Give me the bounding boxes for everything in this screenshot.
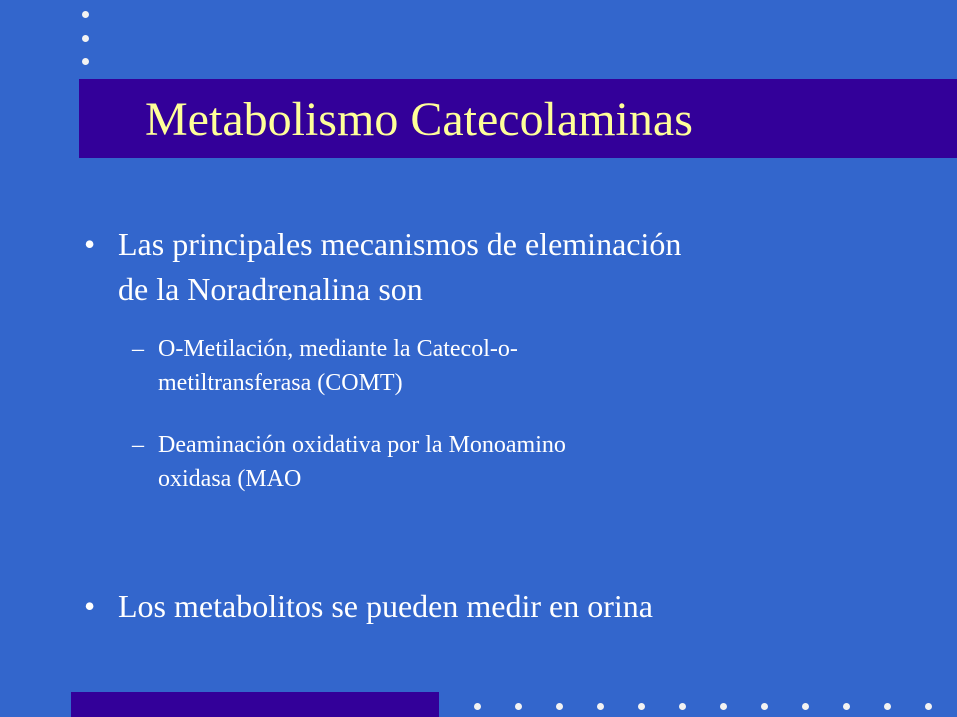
decorative-dot — [515, 703, 522, 710]
sub-bullet-line: O-Metilación, mediante la Catecol-o- — [158, 336, 518, 362]
bullet-item — [84, 584, 904, 629]
decorative-dot — [82, 58, 89, 65]
bullet-item — [84, 222, 904, 312]
slide-title: Metabolismo Catecolaminas — [145, 93, 693, 146]
decorative-dot — [474, 703, 481, 710]
bottom-bar — [71, 692, 439, 717]
bullet-line: de la Noradrenalina son — [118, 271, 423, 307]
bullet-marker: • — [84, 226, 96, 262]
decorative-dot — [82, 11, 89, 18]
bullet-marker: • — [84, 588, 96, 624]
decorative-dot — [884, 703, 891, 710]
decorative-dot — [82, 35, 89, 42]
decorative-dot — [802, 703, 809, 710]
decorative-dot — [843, 703, 850, 710]
bullet-line: Las principales mecanismos de eleminación — [118, 226, 682, 262]
decorative-dot — [597, 703, 604, 710]
sub-bullet-item — [132, 428, 832, 496]
decorative-dot — [761, 703, 768, 710]
decorative-dot — [720, 703, 727, 710]
decorative-dot — [638, 703, 645, 710]
bullet-line: Los metabolitos se pueden medir en orina — [118, 588, 653, 624]
sub-bullet-line: oxidasa (MAO — [158, 466, 302, 492]
dash-marker: – — [132, 432, 144, 458]
sub-bullet-item — [132, 332, 832, 400]
sub-bullet-line: Deaminación oxidativa por la Monoamino — [158, 432, 566, 458]
decorative-dot — [679, 703, 686, 710]
dash-marker: – — [132, 336, 144, 362]
decorative-dot — [556, 703, 563, 710]
decorative-dot — [925, 703, 932, 710]
sub-bullet-line: metiltransferasa (COMT) — [158, 370, 403, 396]
